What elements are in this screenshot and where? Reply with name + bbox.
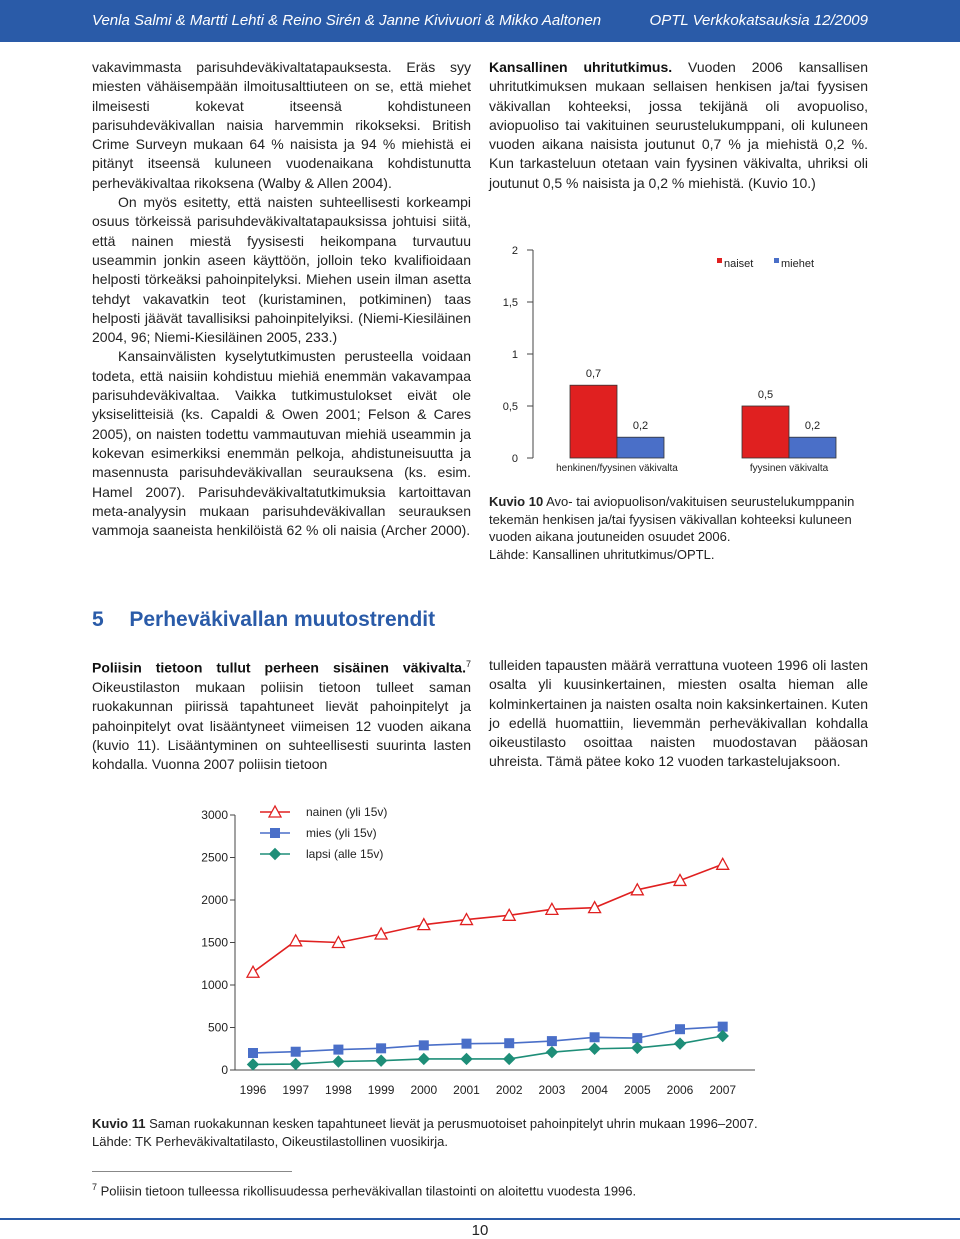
x-tick-label: 1997	[282, 1083, 310, 1097]
footnote: $^7$ Poliisin tietoon tulleessa rikollisuudessa perheväkivallan tilastointi on aloitettu vuodesta 1996.	[92, 1182, 637, 1199]
x-tick-label: 1996	[239, 1083, 267, 1097]
legend-label: nainen (yli 15v)	[306, 805, 388, 819]
x-tick-label: 2002	[495, 1083, 523, 1097]
data-label: 0,7	[585, 368, 602, 381]
x-tick-label: 2003	[538, 1083, 566, 1097]
data-point	[419, 1041, 428, 1050]
data-point	[676, 1025, 685, 1034]
caption-text: Kuvio 11 Saman ruokakunnan kesken tapahtuneet lievät ja perusmuotoiset pahoinpitelyt uhrin mukaan 1996–2007.	[92, 1116, 758, 1131]
data-point	[590, 1033, 599, 1042]
y-tick-label: 0	[511, 453, 518, 465]
paragraph: On myös esitetty, että naisten suhteellisesti korkeampi osuus törkeissä parisuhdeväkivaltatapauksissa johtuisi siitä, että nainen miestä fyysisesti heikompana turvautuu useammin jonkin aseen käyttöön, jolloin teko kvalifioidaan helposti törkeäksi pahoinpitelyksi. Miehen usein ilman asetta tehdyt vakavatkin teot (kuristaminen, potkiminen) taas helposti jäävät tavallisiksi pahoinpitelyiksi. (Niemi-Kiesiläinen 2004, 96; Niemi-Kiesiläinen 2005, 233.)	[92, 194, 471, 346]
figure-11-line-chart	[185, 798, 775, 1104]
x-tick-label: 2004	[581, 1083, 608, 1097]
data-point	[247, 966, 259, 977]
paragraph: Poliisin tietoon tullut perheen sisäinen väkivalta.$^7$ Oikeustilaston mukaan poliisin tietoon tulleet saman ruokakunnan piirissä tapahtuneet lievät pahoinpitelyt ja pahoinpitelyt ovat lisääntyneet viimeisen 12 vuoden aikana (kuvio 11). Lisääntyminen on suhteellisesti suurinta lasten kohdalla. Vuonna 2007 poliisin tietoon	[92, 659, 471, 773]
x-tick-label: 2001	[453, 1083, 480, 1097]
legend-label: lapsi (alle 15v)	[306, 847, 384, 861]
footnote-mark: 7	[92, 1182, 98, 1192]
legend-label-miehet: miehet	[781, 258, 815, 270]
paragraph: Kansainvälisten kyselytutkimusten perusteella voidaan todeta, että naisiin kohdistuu miehiä enemmän vakavampaa parisuhdeväkivaltaa. Vaikka tutkimustulokset eivät ole yksiselitteisiä (ks. Capaldi & Owen 2001; Felson & Cares 2005), on naisten todettu vammautuvan miehiä useammin ja kokevan esimerkiksi enemmän pelkoja, ahdistuneisuutta ja masennusta parisuhdeväkivallan seurauksena (ks. esim. Hamel 2007). Parisuhdeväkivaltatutkimuksia kartoittavan meta-analyysin mukaan parisuhdeväkivallan seurauksen vammoja saaneista henkilöistä 62 % oli naisia (Archer 2000).	[92, 348, 471, 539]
data-label: 0,2	[804, 420, 821, 433]
caption-source: Lähde: TK Perheväkivaltatilasto, Oikeustilastollinen vuosikirja.	[92, 1133, 448, 1149]
data-label: 0,5	[757, 389, 774, 401]
y-tick-label: 1	[511, 349, 518, 361]
section-right-column	[489, 656, 868, 772]
section-left-column	[92, 655, 471, 774]
y-tick-label: 2	[511, 245, 518, 257]
bar-miehet	[789, 437, 836, 458]
x-tick-label: 2000	[410, 1083, 438, 1097]
data-point	[249, 1049, 258, 1058]
y-tick-label: 1000	[201, 978, 228, 992]
data-point	[462, 1039, 471, 1048]
series-line-0	[253, 864, 723, 972]
left-column	[92, 58, 471, 540]
paragraph: tulleiden tapausten määrä verrattuna vuoteen 1996 oli lasten osalta yli kuusinkertainen, miesten osalta hieman alle kolminkertainen ja naisten osalta noin kaksinkertainen. Kuten jo edellä huomattiin, lievemmän perheväkivallan kohdalla oikeustilasto osoittaa naisten muodostavan pääosan uhreista. Tämä pätee koko 12 vuoden tarkastelujaksoon.	[489, 657, 869, 770]
footnote-ref: 7	[465, 659, 471, 669]
legend-label: mies (yli 15v)	[306, 826, 377, 840]
legend-swatch	[774, 258, 779, 263]
data-label: 0,2	[632, 420, 649, 433]
legend-marker	[270, 849, 281, 860]
y-tick-label: 0,5	[502, 401, 518, 413]
data-point	[291, 1047, 300, 1056]
data-point	[461, 1053, 472, 1064]
data-point	[248, 1059, 259, 1070]
data-point	[717, 1031, 728, 1042]
legend-marker	[271, 829, 280, 838]
data-point	[633, 1034, 642, 1043]
bar-naiset	[570, 385, 617, 458]
x-tick-label: 1999	[367, 1083, 395, 1097]
figure-11-caption	[92, 1115, 872, 1150]
section-heading	[92, 608, 435, 632]
legend-swatch	[717, 258, 722, 263]
y-tick-label: 2500	[201, 850, 228, 865]
paragraph-text: Vuoden 2006 kansallisen uhritutkimuksen mukaan sellaisen henkisen ja/tai fyysisen väkivallan kohteeksi, jossa tekijänä oli avopuoliso, aviopuoliso tai vakituinen seurustelukumppani, oli kuluneen vuoden aikana naisista joutunut 0,7 % ja miehistä 0,2 %. Kun tarkasteluun otetaan vain fyysinen väkivalta, uhriksi oli joutunut 0,5 % naisista ja 0,2 % miehistä. (Kuvio 10.)	[489, 59, 869, 191]
data-point	[546, 1047, 557, 1058]
series-line-1	[253, 1027, 723, 1053]
x-tick-label: 2007	[709, 1083, 737, 1097]
y-tick-label: 1500	[201, 935, 228, 950]
paragraph	[489, 58, 868, 193]
run-in-heading: Kansallinen uhritutkimus.	[489, 59, 673, 75]
category-label: fyysinen väkivalta	[749, 463, 829, 474]
y-tick-label: 0	[221, 1063, 228, 1077]
caption-label: Kuvio 10	[489, 494, 544, 509]
data-point	[333, 1056, 344, 1067]
bar-naiset	[742, 406, 789, 458]
data-point	[505, 1039, 514, 1048]
footer-rule	[0, 1218, 960, 1220]
caption-source: Lähde: Kansallinen uhritutkimus/OPTL.	[489, 546, 715, 562]
right-column	[489, 58, 868, 193]
y-tick-label: 3000	[201, 808, 228, 822]
x-tick-label: 1998	[325, 1083, 352, 1097]
data-point	[547, 1037, 556, 1046]
y-tick-label: 500	[207, 1020, 228, 1035]
data-point	[674, 874, 686, 885]
data-point	[377, 1044, 386, 1053]
data-point	[675, 1038, 686, 1049]
section-title: Perheväkivallan muutostrendit	[129, 608, 436, 631]
footnote-rule	[92, 1171, 292, 1172]
figure-10-caption	[489, 493, 868, 563]
section-number: 5	[92, 608, 104, 631]
data-point	[334, 1045, 343, 1054]
category-label: henkinen/fyysinen väkivalta	[556, 463, 678, 474]
page-number: 10	[471, 1222, 489, 1239]
data-point	[632, 1042, 643, 1053]
running-header	[0, 0, 960, 42]
y-tick-label: 1,5	[502, 297, 518, 309]
data-point	[717, 858, 729, 869]
data-point	[418, 1053, 429, 1064]
legend-label-naiset: naiset	[724, 258, 754, 270]
header-authors: Venla Salmi & Martti Lehti & Reino Sirén & Janne Kivivuori & Mikko Aaltonen	[92, 12, 602, 29]
data-point	[290, 1059, 301, 1070]
run-in-heading: Poliisin tietoon tullut perheen sisäinen väkivalta.	[92, 659, 466, 676]
y-tick-label: 2000	[201, 893, 228, 907]
caption-label: Kuvio 11	[92, 1116, 146, 1131]
figure-10-bar-chart	[489, 238, 879, 483]
data-point	[589, 1043, 600, 1054]
paragraph: vakavimmasta parisuhdeväkivaltatapauksesta. Eräs syy miesten vähäisempään ilmoitusalttiuteen on se, että miehet ilmeisesti kokevat itseensä kohdistuneen parisuhdeväkivallan naisia harvemmin rikokseksi. British Crime Surveyn mukaan 64 % naisista ja 94 % miehistä ei pitänyt itseensä kuluneen vuodenaikana kohdistunutta perheväkivaltaa rikoksena (Walby & Allen 2004).	[92, 59, 471, 191]
x-tick-label: 2005	[623, 1083, 651, 1097]
data-point	[376, 1055, 387, 1066]
data-point	[504, 1053, 515, 1064]
caption-text: Kuvio 10 Avo- tai aviopuolison/vakituisen seurustelukumppanin tekemän henkisen ja/tai fyysisen väkivallan kohteeksi kuluneen vuoden aikana joutuneiden osuudet 2006.	[489, 494, 855, 544]
bar-miehet	[617, 437, 664, 458]
header-series: OPTL Verkkokatsauksia 12/2009	[649, 12, 868, 29]
x-tick-label: 2006	[666, 1083, 694, 1097]
